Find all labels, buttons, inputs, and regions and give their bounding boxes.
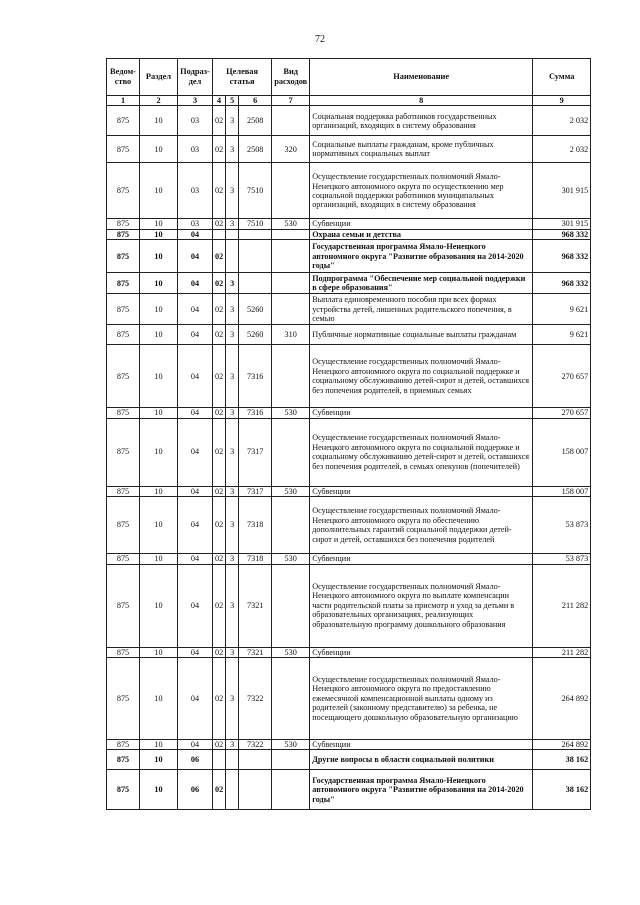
cell-podrazdel: 04 xyxy=(178,486,213,496)
cell-razdel: 10 xyxy=(140,294,178,325)
cell-sum: 211 282 xyxy=(533,564,591,647)
cell-podrazdel: 04 xyxy=(178,739,213,749)
cell-expense-type xyxy=(272,229,310,239)
cell-razdel: 10 xyxy=(140,163,178,219)
table-row xyxy=(107,294,591,325)
cell-name: Социальная поддержка работников государственных организаций, входящих в систему образования xyxy=(310,106,533,136)
cell-podrazdel: 04 xyxy=(178,345,213,408)
cell-subprogram xyxy=(226,770,239,810)
cell-name: Осуществление государственных полномочий Ямало-Ненецкого автономного округа по обеспечению дополнительных гарантий социальной поддержки детей-сирот и детей, оставшихся без попечения родителей xyxy=(310,497,533,554)
cell-target-code: 7510 xyxy=(239,219,272,229)
cell-podrazdel: 04 xyxy=(178,240,213,273)
cell-target-code: 7321 xyxy=(239,647,272,657)
column-index-row xyxy=(107,96,591,106)
cell-vedomstvo: 875 xyxy=(107,770,140,810)
cell-name: Субвенции xyxy=(310,486,533,496)
cell-name: Субвенции xyxy=(310,739,533,749)
cell-vedomstvo: 875 xyxy=(107,229,140,239)
cell-sum: 53 873 xyxy=(533,497,591,554)
cell-podrazdel: 04 xyxy=(178,408,213,418)
table-row xyxy=(107,554,591,564)
cell-podrazdel: 03 xyxy=(178,136,213,163)
header-celevaya-statya: Целевая статья xyxy=(213,59,272,96)
cell-name: Субвенции xyxy=(310,408,533,418)
cell-name: Субвенции xyxy=(310,554,533,564)
cell-expense-type xyxy=(272,657,310,739)
cell-podrazdel: 04 xyxy=(178,564,213,647)
cell-vedomstvo: 875 xyxy=(107,294,140,325)
cell-program: 02 xyxy=(213,408,226,418)
cell-expense-type: 530 xyxy=(272,219,310,229)
col-index: 7 xyxy=(272,96,310,106)
cell-target-code: 7317 xyxy=(239,486,272,496)
cell-sum: 264 892 xyxy=(533,739,591,749)
cell-vedomstvo: 875 xyxy=(107,647,140,657)
cell-vedomstvo: 875 xyxy=(107,345,140,408)
cell-expense-type xyxy=(272,294,310,325)
table-row xyxy=(107,229,591,239)
cell-target-code xyxy=(239,770,272,810)
cell-vedomstvo: 875 xyxy=(107,325,140,345)
cell-name: Государственная программа Ямало-Ненецкого автономного округа "Развитие образования на 2014-2020 годы" xyxy=(310,770,533,810)
cell-subprogram xyxy=(226,229,239,239)
cell-sum: 38 162 xyxy=(533,750,591,770)
cell-program: 02 xyxy=(213,240,226,273)
cell-subprogram: 3 xyxy=(226,219,239,229)
cell-vedomstvo: 875 xyxy=(107,273,140,294)
cell-expense-type xyxy=(272,770,310,810)
cell-program xyxy=(213,750,226,770)
cell-vedomstvo: 875 xyxy=(107,106,140,136)
cell-program: 02 xyxy=(213,564,226,647)
cell-vedomstvo: 875 xyxy=(107,240,140,273)
cell-subprogram: 3 xyxy=(226,564,239,647)
table-body xyxy=(107,106,591,810)
cell-target-code: 7321 xyxy=(239,564,272,647)
cell-podrazdel: 04 xyxy=(178,554,213,564)
table-row xyxy=(107,240,591,273)
cell-target-code: 2508 xyxy=(239,106,272,136)
cell-expense-type xyxy=(272,497,310,554)
cell-subprogram: 3 xyxy=(226,136,239,163)
cell-target-code: 5260 xyxy=(239,294,272,325)
cell-name: Субвенции xyxy=(310,647,533,657)
cell-podrazdel: 04 xyxy=(178,294,213,325)
cell-name: Субвенции xyxy=(310,219,533,229)
page-number: 72 xyxy=(315,34,325,45)
table-row xyxy=(107,136,591,163)
cell-subprogram: 3 xyxy=(226,657,239,739)
cell-target-code: 7317 xyxy=(239,418,272,486)
cell-program xyxy=(213,229,226,239)
cell-razdel: 10 xyxy=(140,647,178,657)
cell-target-code: 7316 xyxy=(239,345,272,408)
cell-subprogram: 3 xyxy=(226,647,239,657)
cell-subprogram: 3 xyxy=(226,486,239,496)
cell-razdel: 10 xyxy=(140,418,178,486)
cell-sum: 968 332 xyxy=(533,273,591,294)
cell-subprogram: 3 xyxy=(226,554,239,564)
col-index: 6 xyxy=(239,96,272,106)
cell-subprogram: 3 xyxy=(226,739,239,749)
cell-name: Выплата единовременного пособия при всех формах устройства детей, лишенных родительского попечения, в семью xyxy=(310,294,533,325)
cell-vedomstvo: 875 xyxy=(107,136,140,163)
table-row xyxy=(107,497,591,554)
cell-target-code: 7510 xyxy=(239,163,272,219)
table-row xyxy=(107,486,591,496)
header-naimenovanie: Наименование xyxy=(310,59,533,96)
cell-podrazdel: 04 xyxy=(178,657,213,739)
cell-sum: 9 621 xyxy=(533,325,591,345)
cell-program: 02 xyxy=(213,163,226,219)
cell-name: Другие вопросы в области социальной политики xyxy=(310,750,533,770)
cell-razdel: 10 xyxy=(140,229,178,239)
cell-sum: 211 282 xyxy=(533,647,591,657)
cell-target-code xyxy=(239,273,272,294)
cell-podrazdel: 04 xyxy=(178,229,213,239)
cell-razdel: 10 xyxy=(140,564,178,647)
cell-target-code xyxy=(239,229,272,239)
cell-vedomstvo: 875 xyxy=(107,486,140,496)
cell-subprogram: 3 xyxy=(226,325,239,345)
cell-sum: 2 032 xyxy=(533,106,591,136)
table-row xyxy=(107,418,591,486)
cell-program: 02 xyxy=(213,486,226,496)
cell-podrazdel: 03 xyxy=(178,106,213,136)
header-vid-raskhodov: Вид расходов xyxy=(272,59,310,96)
col-index: 3 xyxy=(178,96,213,106)
cell-name: Охрана семьи и детства xyxy=(310,229,533,239)
cell-program: 02 xyxy=(213,325,226,345)
cell-razdel: 10 xyxy=(140,750,178,770)
cell-sum: 270 657 xyxy=(533,345,591,408)
cell-podrazdel: 06 xyxy=(178,770,213,810)
cell-sum: 2 032 xyxy=(533,136,591,163)
cell-name: Государственная программа Ямало-Ненецкого автономного округа "Развитие образования на 2014-2020 годы" xyxy=(310,240,533,273)
cell-vedomstvo: 875 xyxy=(107,739,140,749)
cell-razdel: 10 xyxy=(140,408,178,418)
table-row xyxy=(107,750,591,770)
table-row xyxy=(107,657,591,739)
cell-target-code: 2508 xyxy=(239,136,272,163)
cell-sum: 158 007 xyxy=(533,418,591,486)
table-row xyxy=(107,106,591,136)
cell-target-code: 7316 xyxy=(239,408,272,418)
cell-razdel: 10 xyxy=(140,273,178,294)
cell-vedomstvo: 875 xyxy=(107,408,140,418)
cell-podrazdel: 06 xyxy=(178,750,213,770)
cell-razdel: 10 xyxy=(140,657,178,739)
cell-subprogram: 3 xyxy=(226,408,239,418)
cell-program: 02 xyxy=(213,345,226,408)
cell-subprogram xyxy=(226,750,239,770)
header-razdel: Раздел xyxy=(140,59,178,96)
cell-sum: 158 007 xyxy=(533,486,591,496)
header-podrazdel: Подраз-дел xyxy=(178,59,213,96)
cell-podrazdel: 04 xyxy=(178,325,213,345)
cell-subprogram: 3 xyxy=(226,106,239,136)
cell-razdel: 10 xyxy=(140,770,178,810)
cell-razdel: 10 xyxy=(140,240,178,273)
cell-program: 02 xyxy=(213,219,226,229)
table-row xyxy=(107,345,591,408)
cell-podrazdel: 03 xyxy=(178,219,213,229)
cell-program: 02 xyxy=(213,418,226,486)
cell-sum: 270 657 xyxy=(533,408,591,418)
cell-subprogram: 3 xyxy=(226,273,239,294)
header-row xyxy=(107,59,591,96)
cell-program: 02 xyxy=(213,647,226,657)
cell-expense-type xyxy=(272,163,310,219)
cell-expense-type xyxy=(272,345,310,408)
cell-podrazdel: 03 xyxy=(178,163,213,219)
table-row xyxy=(107,273,591,294)
col-index: 9 xyxy=(533,96,591,106)
cell-razdel: 10 xyxy=(140,136,178,163)
table-row xyxy=(107,739,591,749)
cell-razdel: 10 xyxy=(140,497,178,554)
cell-podrazdel: 04 xyxy=(178,273,213,294)
cell-podrazdel: 04 xyxy=(178,647,213,657)
table-row xyxy=(107,564,591,647)
col-index: 4 xyxy=(213,96,226,106)
cell-program: 02 xyxy=(213,739,226,749)
cell-vedomstvo: 875 xyxy=(107,657,140,739)
cell-razdel: 10 xyxy=(140,219,178,229)
cell-expense-type: 530 xyxy=(272,486,310,496)
table-row xyxy=(107,163,591,219)
cell-expense-type: 530 xyxy=(272,739,310,749)
cell-subprogram: 3 xyxy=(226,497,239,554)
cell-name: Осуществление государственных полномочий Ямало-Ненецкого автономного округа по осуществлению мер социальной поддержки работников муниципальных организаций, входящих в систему образования xyxy=(310,163,533,219)
cell-expense-type: 530 xyxy=(272,554,310,564)
cell-vedomstvo: 875 xyxy=(107,564,140,647)
col-index: 8 xyxy=(310,96,533,106)
cell-target-code: 7318 xyxy=(239,554,272,564)
cell-razdel: 10 xyxy=(140,106,178,136)
cell-vedomstvo: 875 xyxy=(107,497,140,554)
cell-podrazdel: 04 xyxy=(178,497,213,554)
cell-razdel: 10 xyxy=(140,486,178,496)
cell-program: 02 xyxy=(213,554,226,564)
cell-program: 02 xyxy=(213,770,226,810)
cell-subprogram: 3 xyxy=(226,418,239,486)
cell-podrazdel: 04 xyxy=(178,418,213,486)
cell-vedomstvo: 875 xyxy=(107,750,140,770)
table-row xyxy=(107,647,591,657)
cell-vedomstvo: 875 xyxy=(107,554,140,564)
cell-razdel: 10 xyxy=(140,739,178,749)
cell-razdel: 10 xyxy=(140,345,178,408)
header-vedomstvo: Ведом-ство xyxy=(107,59,140,96)
cell-expense-type: 530 xyxy=(272,408,310,418)
cell-sum: 301 915 xyxy=(533,163,591,219)
cell-razdel: 10 xyxy=(140,325,178,345)
table-row xyxy=(107,770,591,810)
cell-program: 02 xyxy=(213,294,226,325)
cell-target-code: 7322 xyxy=(239,657,272,739)
col-index: 1 xyxy=(107,96,140,106)
cell-sum: 38 162 xyxy=(533,770,591,810)
cell-expense-type xyxy=(272,240,310,273)
cell-target-code xyxy=(239,240,272,273)
cell-target-code: 7318 xyxy=(239,497,272,554)
cell-name: Подпрограмма "Обеспечение мер социальной поддержки в сфере образования" xyxy=(310,273,533,294)
cell-expense-type xyxy=(272,273,310,294)
cell-target-code: 7322 xyxy=(239,739,272,749)
cell-vedomstvo: 875 xyxy=(107,219,140,229)
cell-subprogram: 3 xyxy=(226,345,239,408)
cell-expense-type xyxy=(272,418,310,486)
col-index: 2 xyxy=(140,96,178,106)
cell-program: 02 xyxy=(213,136,226,163)
cell-target-code: 5260 xyxy=(239,325,272,345)
cell-razdel: 10 xyxy=(140,554,178,564)
col-index: 5 xyxy=(226,96,239,106)
cell-vedomstvo: 875 xyxy=(107,418,140,486)
cell-sum: 264 892 xyxy=(533,657,591,739)
table-row xyxy=(107,325,591,345)
cell-program: 02 xyxy=(213,273,226,294)
cell-sum: 301 915 xyxy=(533,219,591,229)
budget-table xyxy=(106,58,591,810)
cell-sum: 9 621 xyxy=(533,294,591,325)
table-row xyxy=(107,219,591,229)
cell-expense-type: 530 xyxy=(272,647,310,657)
cell-name: Осуществление государственных полномочий Ямало-Ненецкого автономного округа по предоставлению ежемесячной компенсационной выплаты одному из родителей (законному представителю) за ребенка, не посещающего дошкольную образовательную организацию xyxy=(310,657,533,739)
cell-expense-type xyxy=(272,564,310,647)
cell-sum: 968 332 xyxy=(533,240,591,273)
cell-program: 02 xyxy=(213,106,226,136)
cell-sum: 53 873 xyxy=(533,554,591,564)
cell-name: Социальные выплаты гражданам, кроме публичных нормативных социальных выплат xyxy=(310,136,533,163)
header-summa: Сумма xyxy=(533,59,591,96)
cell-subprogram: 3 xyxy=(226,294,239,325)
cell-expense-type: 320 xyxy=(272,136,310,163)
cell-program: 02 xyxy=(213,497,226,554)
cell-expense-type: 310 xyxy=(272,325,310,345)
cell-target-code xyxy=(239,750,272,770)
table-row xyxy=(107,408,591,418)
cell-program: 02 xyxy=(213,657,226,739)
cell-expense-type xyxy=(272,750,310,770)
cell-subprogram: 3 xyxy=(226,163,239,219)
cell-vedomstvo: 875 xyxy=(107,163,140,219)
cell-sum: 968 332 xyxy=(533,229,591,239)
cell-name: Осуществление государственных полномочий Ямало-Ненецкого автономного округа по выплате компенсации части родительской платы за присмотр и уход за детьми в образовательных организациях, реализующих образовательную программу дошкольного образования xyxy=(310,564,533,647)
cell-name: Публичные нормативные социальные выплаты гражданам xyxy=(310,325,533,345)
cell-subprogram xyxy=(226,240,239,273)
cell-name: Осуществление государственных полномочий Ямало-Ненецкого автономного округа по социальной поддержке и социальному обслуживанию детей-сирот и детей, оставшихся без попечения родителей, в приемных семьях xyxy=(310,345,533,408)
cell-expense-type xyxy=(272,106,310,136)
cell-name: Осуществление государственных полномочий Ямало-Ненецкого автономного округа по социальной поддержке и социальному обслуживанию детей-сирот и детей, оставшихся без попечения родителей, в семьях опекунов (попечителей) xyxy=(310,418,533,486)
